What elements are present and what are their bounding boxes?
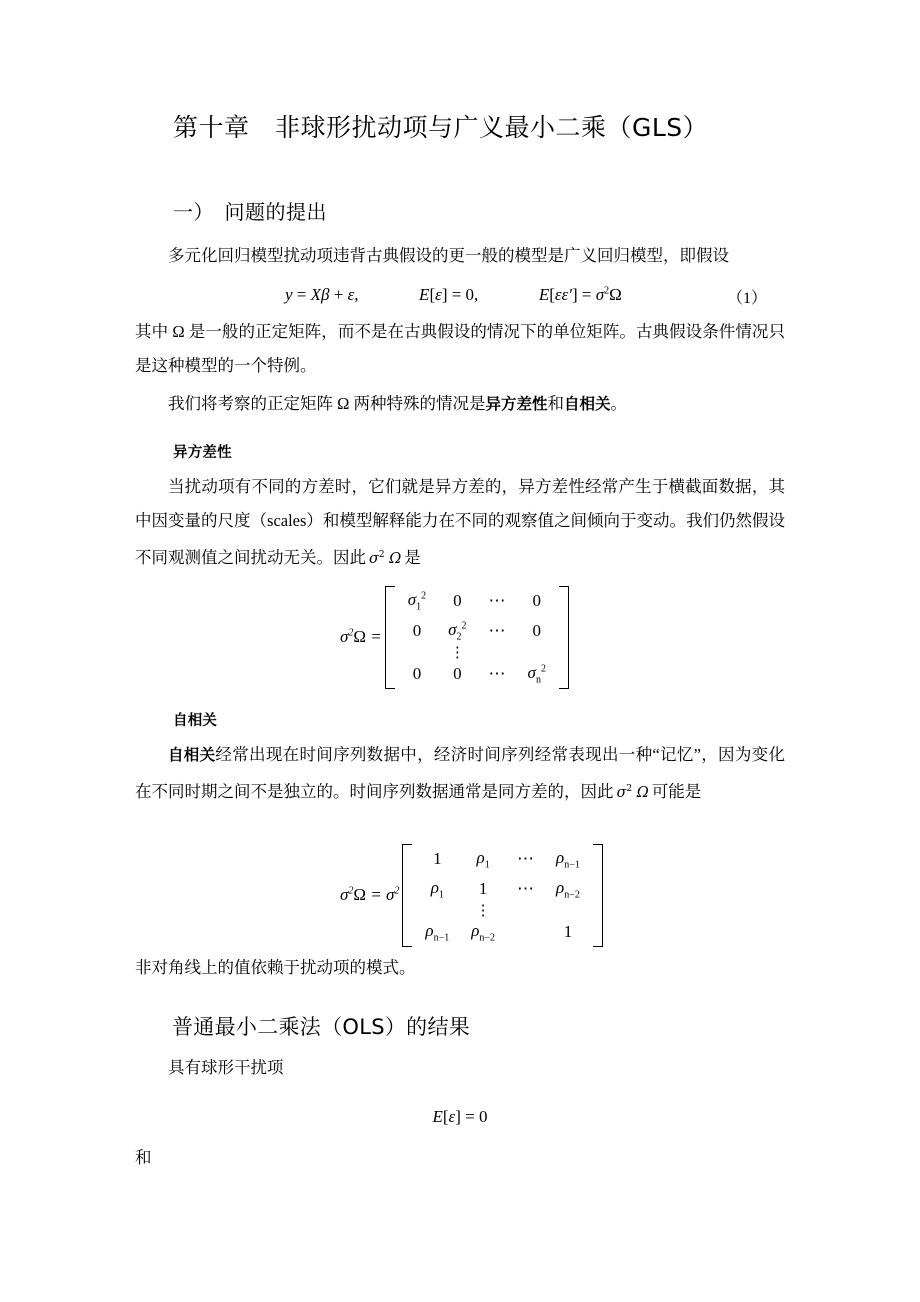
matrix-row: [397, 586, 557, 616]
equation-1-part2: E[ε] = 0,: [419, 285, 479, 304]
autocorr-text-b: 可能是: [651, 781, 702, 801]
matrix-cell: 0: [532, 621, 541, 641]
matrix-cell: $\rho_1$: [476, 847, 490, 871]
inline-math-sigma-omega-2: $\sigma^2$ Ω: [616, 784, 649, 801]
matrix-cell: [397, 647, 437, 659]
inline-math-sigma-omega-1: $\sigma^2$ Ω: [369, 550, 402, 567]
matrix-cell: 1: [433, 849, 442, 869]
matrix-cell: 0: [453, 591, 462, 611]
section-heading-problem: 一） 问题的提出: [173, 200, 327, 224]
equation-1-number: （1）: [726, 290, 767, 307]
matrix-spacer-1: [135, 576, 785, 586]
bracket-left-1: [385, 586, 395, 689]
matrix-cell: [506, 917, 545, 947]
matrix-cell: $\rho_{n-2}$: [556, 878, 580, 901]
matrix-cell: ⋯: [488, 663, 506, 683]
term-heteroscedasticity: 异方差性: [485, 395, 548, 413]
matrix-cell: ⋯: [517, 849, 535, 869]
autocorr-lead-term: 自相关: [168, 746, 216, 764]
matrix-cell: [517, 647, 557, 659]
matrix-cell: 0: [453, 663, 462, 683]
subheading-heteroscedasticity: 异方差性: [173, 445, 232, 461]
matrix-vdots: ⋮: [449, 644, 465, 661]
two-cases-text-a: 我们将考察的正定矩阵 Ω 两种特殊的情况是: [168, 394, 486, 413]
matrix-cell: ⋯: [517, 879, 535, 899]
matrix-cell: 0: [412, 621, 422, 641]
matrix-row-dots: [414, 905, 590, 917]
paragraph-and: 和: [135, 1148, 152, 1167]
matrix-cell: $\rho_{n-1}$: [425, 920, 450, 943]
matrix-row: [397, 616, 557, 646]
autocorr-text-a: 经常出现在时间序列数据中，经济时间序列经常表现出一种“记忆”，因为变化在不同时期之间不是独立的。时间序列数据通常是同方差的，因此: [135, 745, 785, 801]
subheading-autocorrelation: 自相关: [173, 713, 218, 729]
paragraph-offdiagonal: 非对角线上的值依赖于扰动项的模式。: [135, 958, 416, 977]
section-heading-ols: 普通最小二乘法（OLS）的结果: [172, 1015, 471, 1039]
paragraph-omega-desc: 其中 Ω 是一般的正定矩阵，而不是在古典假设的情况下的单位矩阵。古典假设条件情况只是这种模型的一个特例。: [135, 322, 785, 375]
matrix-cell: $\sigma_2^2$: [448, 620, 467, 643]
equation-1-line: [135, 273, 785, 305]
matrix-cell: $\rho_{n-2}$: [471, 920, 496, 943]
matrix-2-lhs: $\sigma^2\Omega = \sigma^2$: [340, 885, 400, 905]
matrix-2-table: [414, 844, 590, 947]
matrix-autocorrelation: [135, 844, 785, 947]
matrix-cell: 1: [478, 879, 488, 899]
paragraph-intro: 多元化回归模型扰动项违背古典假设的更一般的模型是广义回归模型，即假设: [168, 246, 729, 265]
paragraph-autocorrelation: [135, 738, 785, 810]
matrix-cell: [414, 905, 460, 917]
matrix-cell: 0: [532, 591, 541, 611]
paragraph-two-cases: [135, 387, 785, 421]
bracket-left-2: [402, 844, 412, 947]
term-autocorrelation: 自相关: [564, 395, 611, 413]
paragraph-heteroscedasticity: [135, 470, 785, 576]
matrix-cell: [478, 647, 517, 659]
matrix-1-lhs: $\sigma^2\Omega$ =: [340, 627, 382, 647]
matrix-1-table: [397, 586, 557, 689]
matrix-cell: ⋯: [488, 621, 506, 641]
matrix-cell: $\rho_1$: [430, 878, 444, 901]
matrix-row-dots: [397, 647, 557, 659]
matrix-heteroscedasticity: [135, 586, 785, 689]
matrix-row: [414, 917, 590, 947]
matrix-cell: $\rho_{n-1}$: [556, 847, 580, 871]
matrix-cell: [506, 905, 545, 917]
chapter-title: 第十章 非球形扰动项与广义最小二乘（GLS）: [173, 113, 709, 142]
matrix-vdots: ⋮: [475, 902, 491, 919]
two-cases-text-c: 。: [610, 394, 628, 413]
hetero-text-a: 当扰动项有不同的方差时，它们就是异方差的，异方差性经常产生于横截面数据，其中因变量的尺度（scales）和模型解释能力在不同的观察值之间倾向于变动。我们仍然假设不同观测值之间扰动无关。因此: [135, 477, 785, 567]
two-cases-text-b: 和: [547, 394, 565, 413]
matrix-row: [414, 874, 590, 904]
matrix-1-brackets: [385, 586, 569, 689]
matrix-row: [414, 844, 590, 874]
matrix-cell: $\sigma_1^2$: [407, 589, 427, 613]
matrix-2-brackets: [402, 844, 602, 947]
matrix-cell: 1: [563, 921, 573, 941]
equation-1-part3: $E[\varepsilon\varepsilon'] = \sigma^2\Omega$: [538, 285, 622, 304]
matrix-cell: [545, 905, 591, 917]
bracket-right-2: [593, 844, 603, 947]
paragraph-spherical: 具有球形干扰项: [168, 1058, 284, 1077]
bracket-right-1: [559, 586, 569, 689]
matrix-cell: 0: [412, 663, 422, 683]
equation-1-part1: y = Xβ + ε,: [285, 285, 359, 304]
matrix-row: [397, 659, 557, 689]
hetero-text-b: 是: [404, 547, 421, 567]
equation-expectation: E[ε] = 0: [432, 1107, 488, 1126]
matrix-cell: ⋯: [488, 591, 506, 611]
page-content: [135, 0, 785, 1175]
matrix-spacer-2: [135, 810, 785, 844]
matrix-cell: $\sigma_n^2$: [527, 662, 546, 685]
